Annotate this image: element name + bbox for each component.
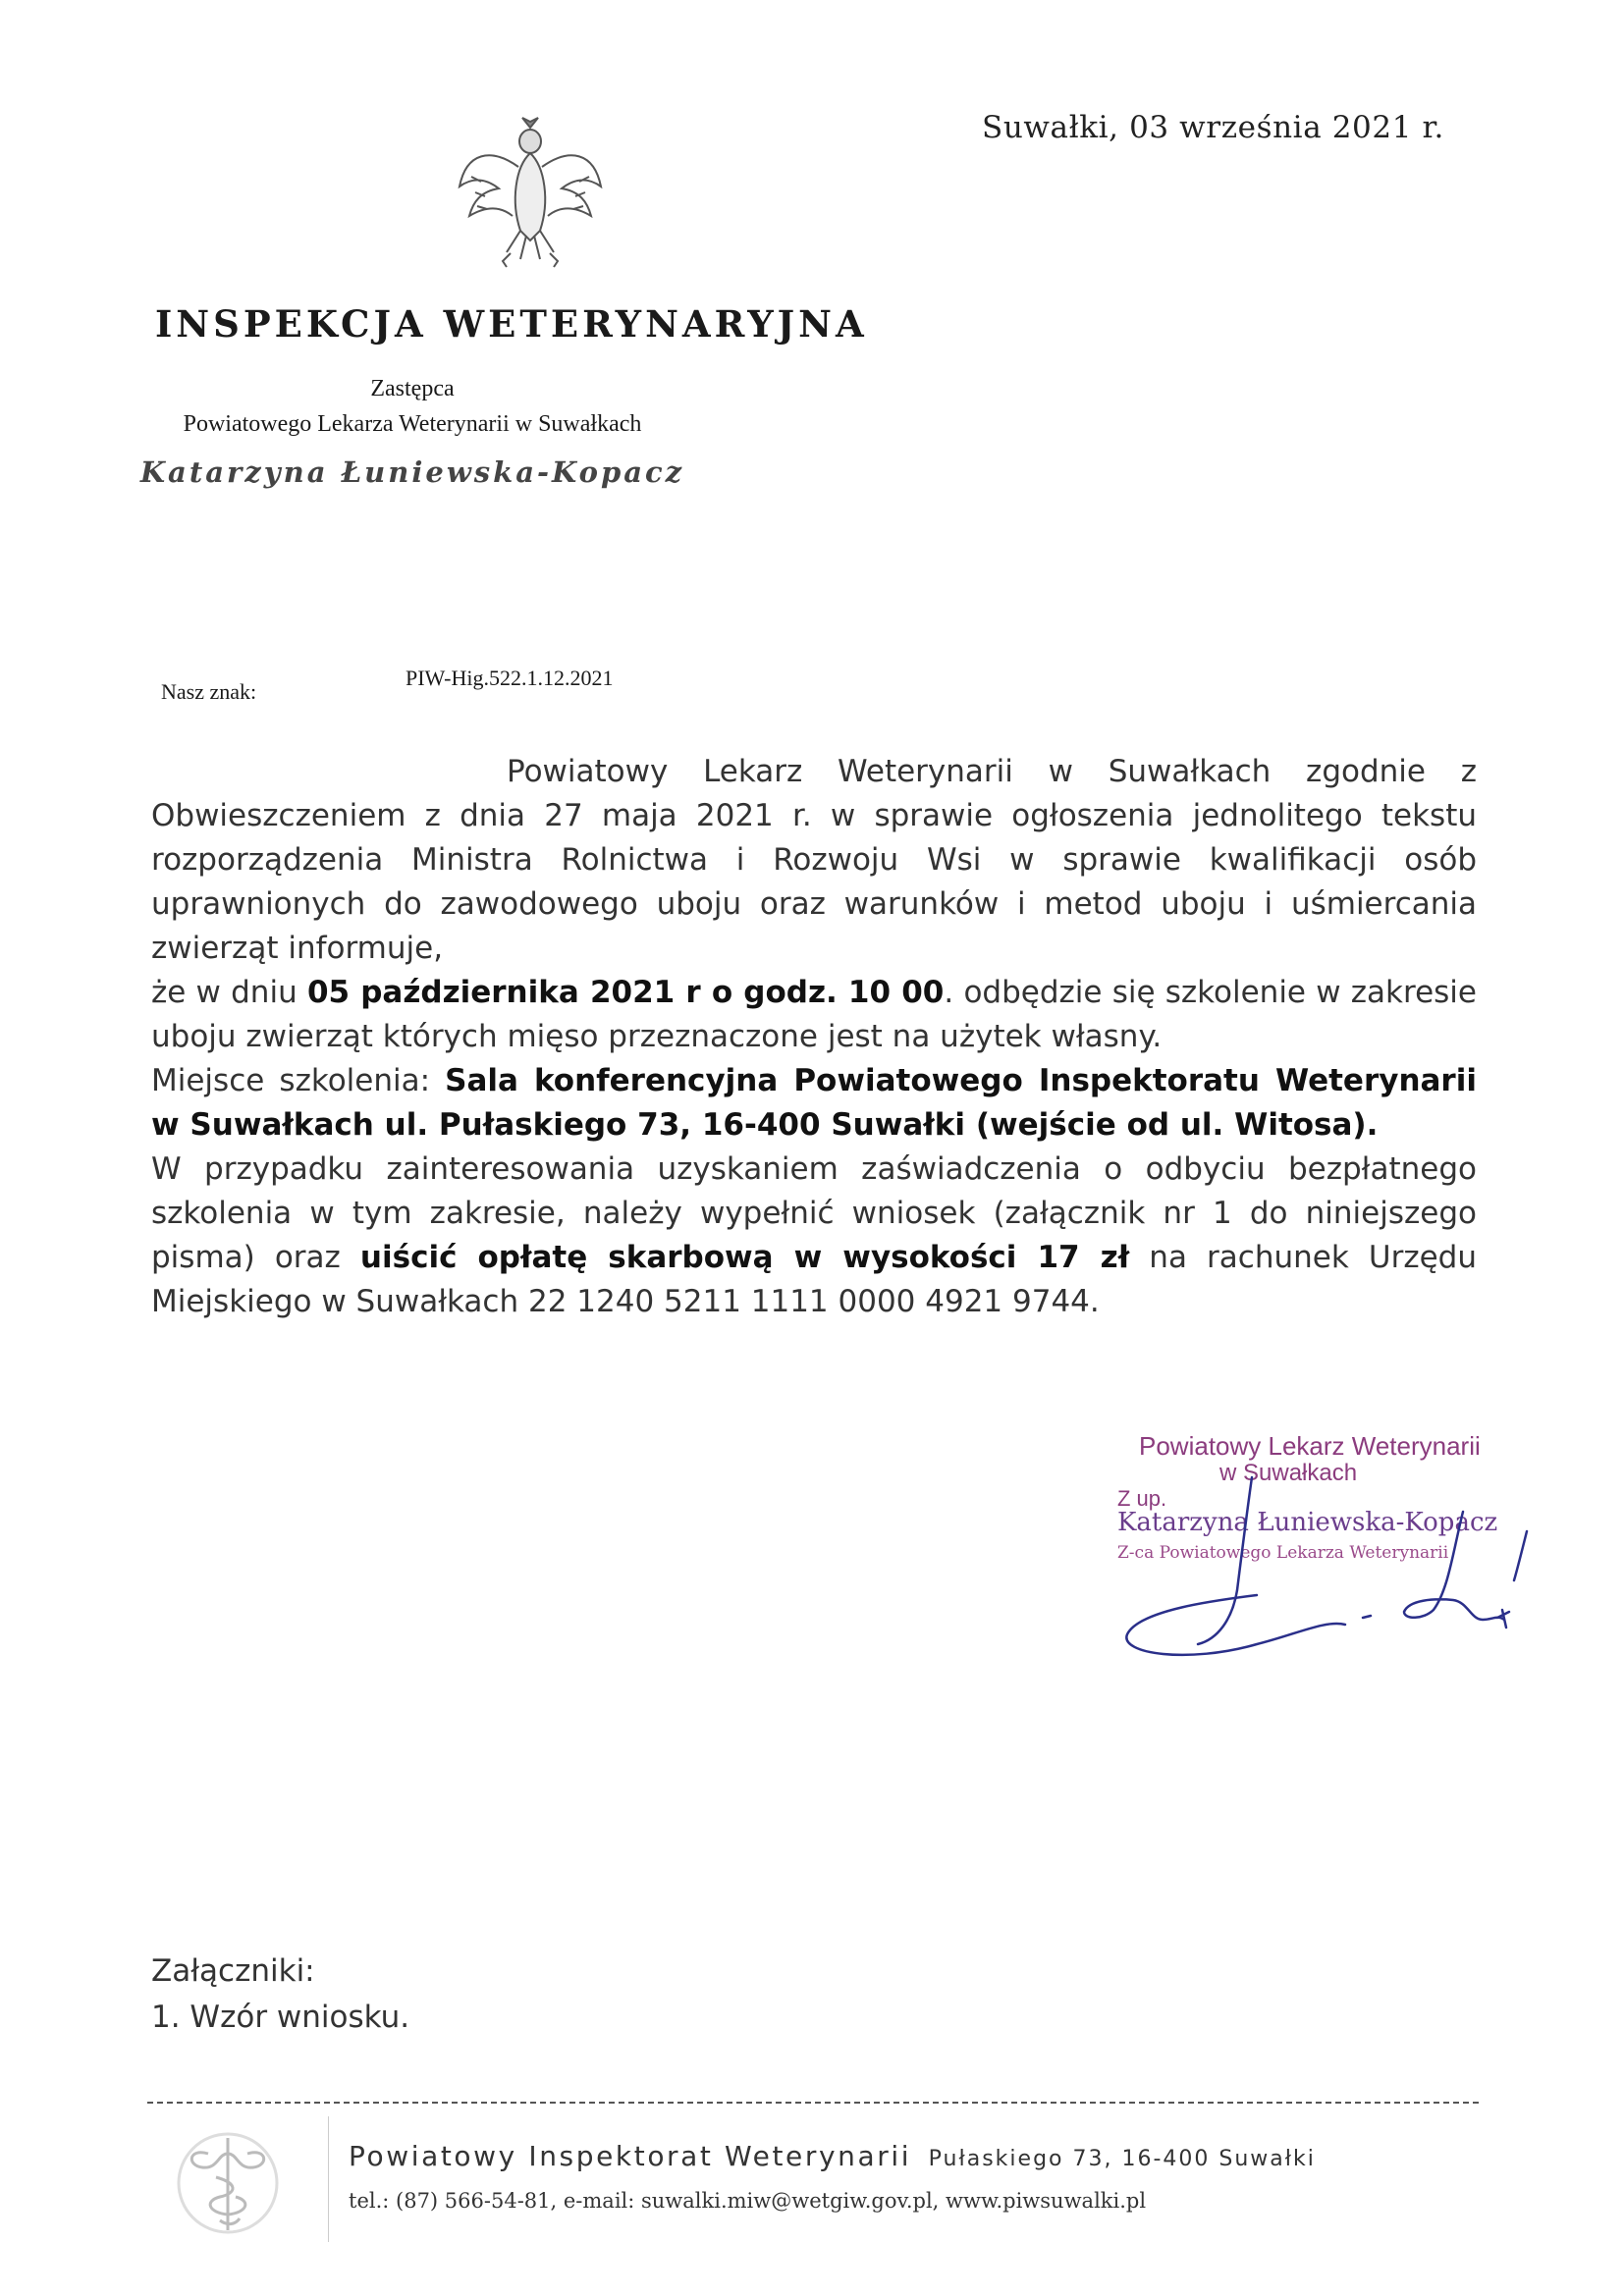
paragraph-announcement: Powiatowy Lekarz Weterynarii w Suwałkach zgodnie z Obwieszczeniem z dnia 27 maja 2021 r. w sprawie ogłoszenia jednolitego tekstu rozporządzenia Ministra Rolnictwa i Rozwoju Wsi w sprawie kwalifikacji osób uprawnionych do zawodowego uboju oraz warunków i metod uboju i uśmiercania zwierząt informuje, (151, 754, 1477, 966)
text: . odbędzie się szkolenie w zakresie uboju zwierząt których mięso przeznaczone jest na użytek własny. (151, 975, 1477, 1054)
stamp-line2: w Suwałkach (1219, 1460, 1358, 1486)
stamp-line3: Z up. (1117, 1486, 1167, 1511)
deputy-name: Katarzyna Łuniewska-Kopacz (139, 455, 685, 489)
footer-institution-name: Powiatowy Inspektorat Weterynarii (349, 2140, 912, 2172)
reference-label: Nasz znak: (161, 679, 257, 704)
training-date: 05 października 2021 r o godz. 10 00 (306, 975, 945, 1010)
deputy-role-line1: Zastępca (370, 376, 455, 401)
stamp-line1: Powiatowy Lekarz Weterynarii (1139, 1431, 1481, 1461)
attachment-item: 1. Wzór wniosku. (151, 2000, 410, 2035)
training-location: Sala konferencyjna Powiatowego Inspektoratu Weterynarii w Suwałkach ul. Pułaskiego 73, 16-400 Suwałki (wejście od ul. Witosa). (151, 1063, 1477, 1143)
text: Miejsce szkolenia: (151, 1063, 446, 1098)
text: na rachunek Urzędu Miejskiego w Suwałkach 22 1240 5211 1111 0000 4921 9744. (151, 1240, 1477, 1319)
paragraph-fee (151, 1148, 1477, 1324)
document-date: Suwałki, 03 września 2021 r. (982, 110, 1444, 145)
stamp-line4: Katarzyna Łuniewska-Kopacz (1117, 1508, 1498, 1537)
footer-institution (349, 2140, 1316, 2172)
stamp-line5: Z-ca Powiatowego Lekarza Weterynarii (1117, 1543, 1449, 1563)
deputy-role-line2: Powiatowego Lekarza Weterynarii w Suwałkach (183, 411, 642, 437)
attachments-title: Załączniki: (151, 1953, 315, 1989)
deputy-role (0, 371, 825, 442)
text: że w dniu (151, 975, 307, 1010)
letter-body (151, 750, 1477, 1324)
attachments (151, 1949, 409, 2041)
paragraph-location (151, 1059, 1477, 1148)
caduceus-logo-icon (159, 2128, 297, 2238)
footer-address: Pułaskiego 73, 16-400 Suwałki (928, 2147, 1316, 2171)
reference-number: PIW-Hig.522.1.12.2021 (406, 666, 614, 690)
text: W przypadku zainteresowania uzyskaniem zaświadczenia o odbyciu bezpłatnego szkolenia w tym zakresie, należy wypełnić wniosek (załącznik nr 1 do niniejszego pisma) oraz (151, 1151, 1477, 1275)
institution-title: INSPEKCJA WETERYNARYJNA (155, 302, 868, 346)
footer-divider (147, 2102, 1479, 2104)
footer-separator (328, 2116, 329, 2242)
footer-contact: tel.: (87) 566-54-81, e-mail: suwalki.miw@wetgiw.gov.pl, www.piwsuwalki.pl (349, 2189, 1147, 2213)
polish-eagle-emblem-icon (452, 108, 609, 280)
fee-amount: uiścić opłatę skarbową w wysokości 17 zł (359, 1240, 1130, 1275)
handwritten-signature-icon (1110, 1472, 1561, 1718)
paragraph-training-date (151, 971, 1477, 1059)
